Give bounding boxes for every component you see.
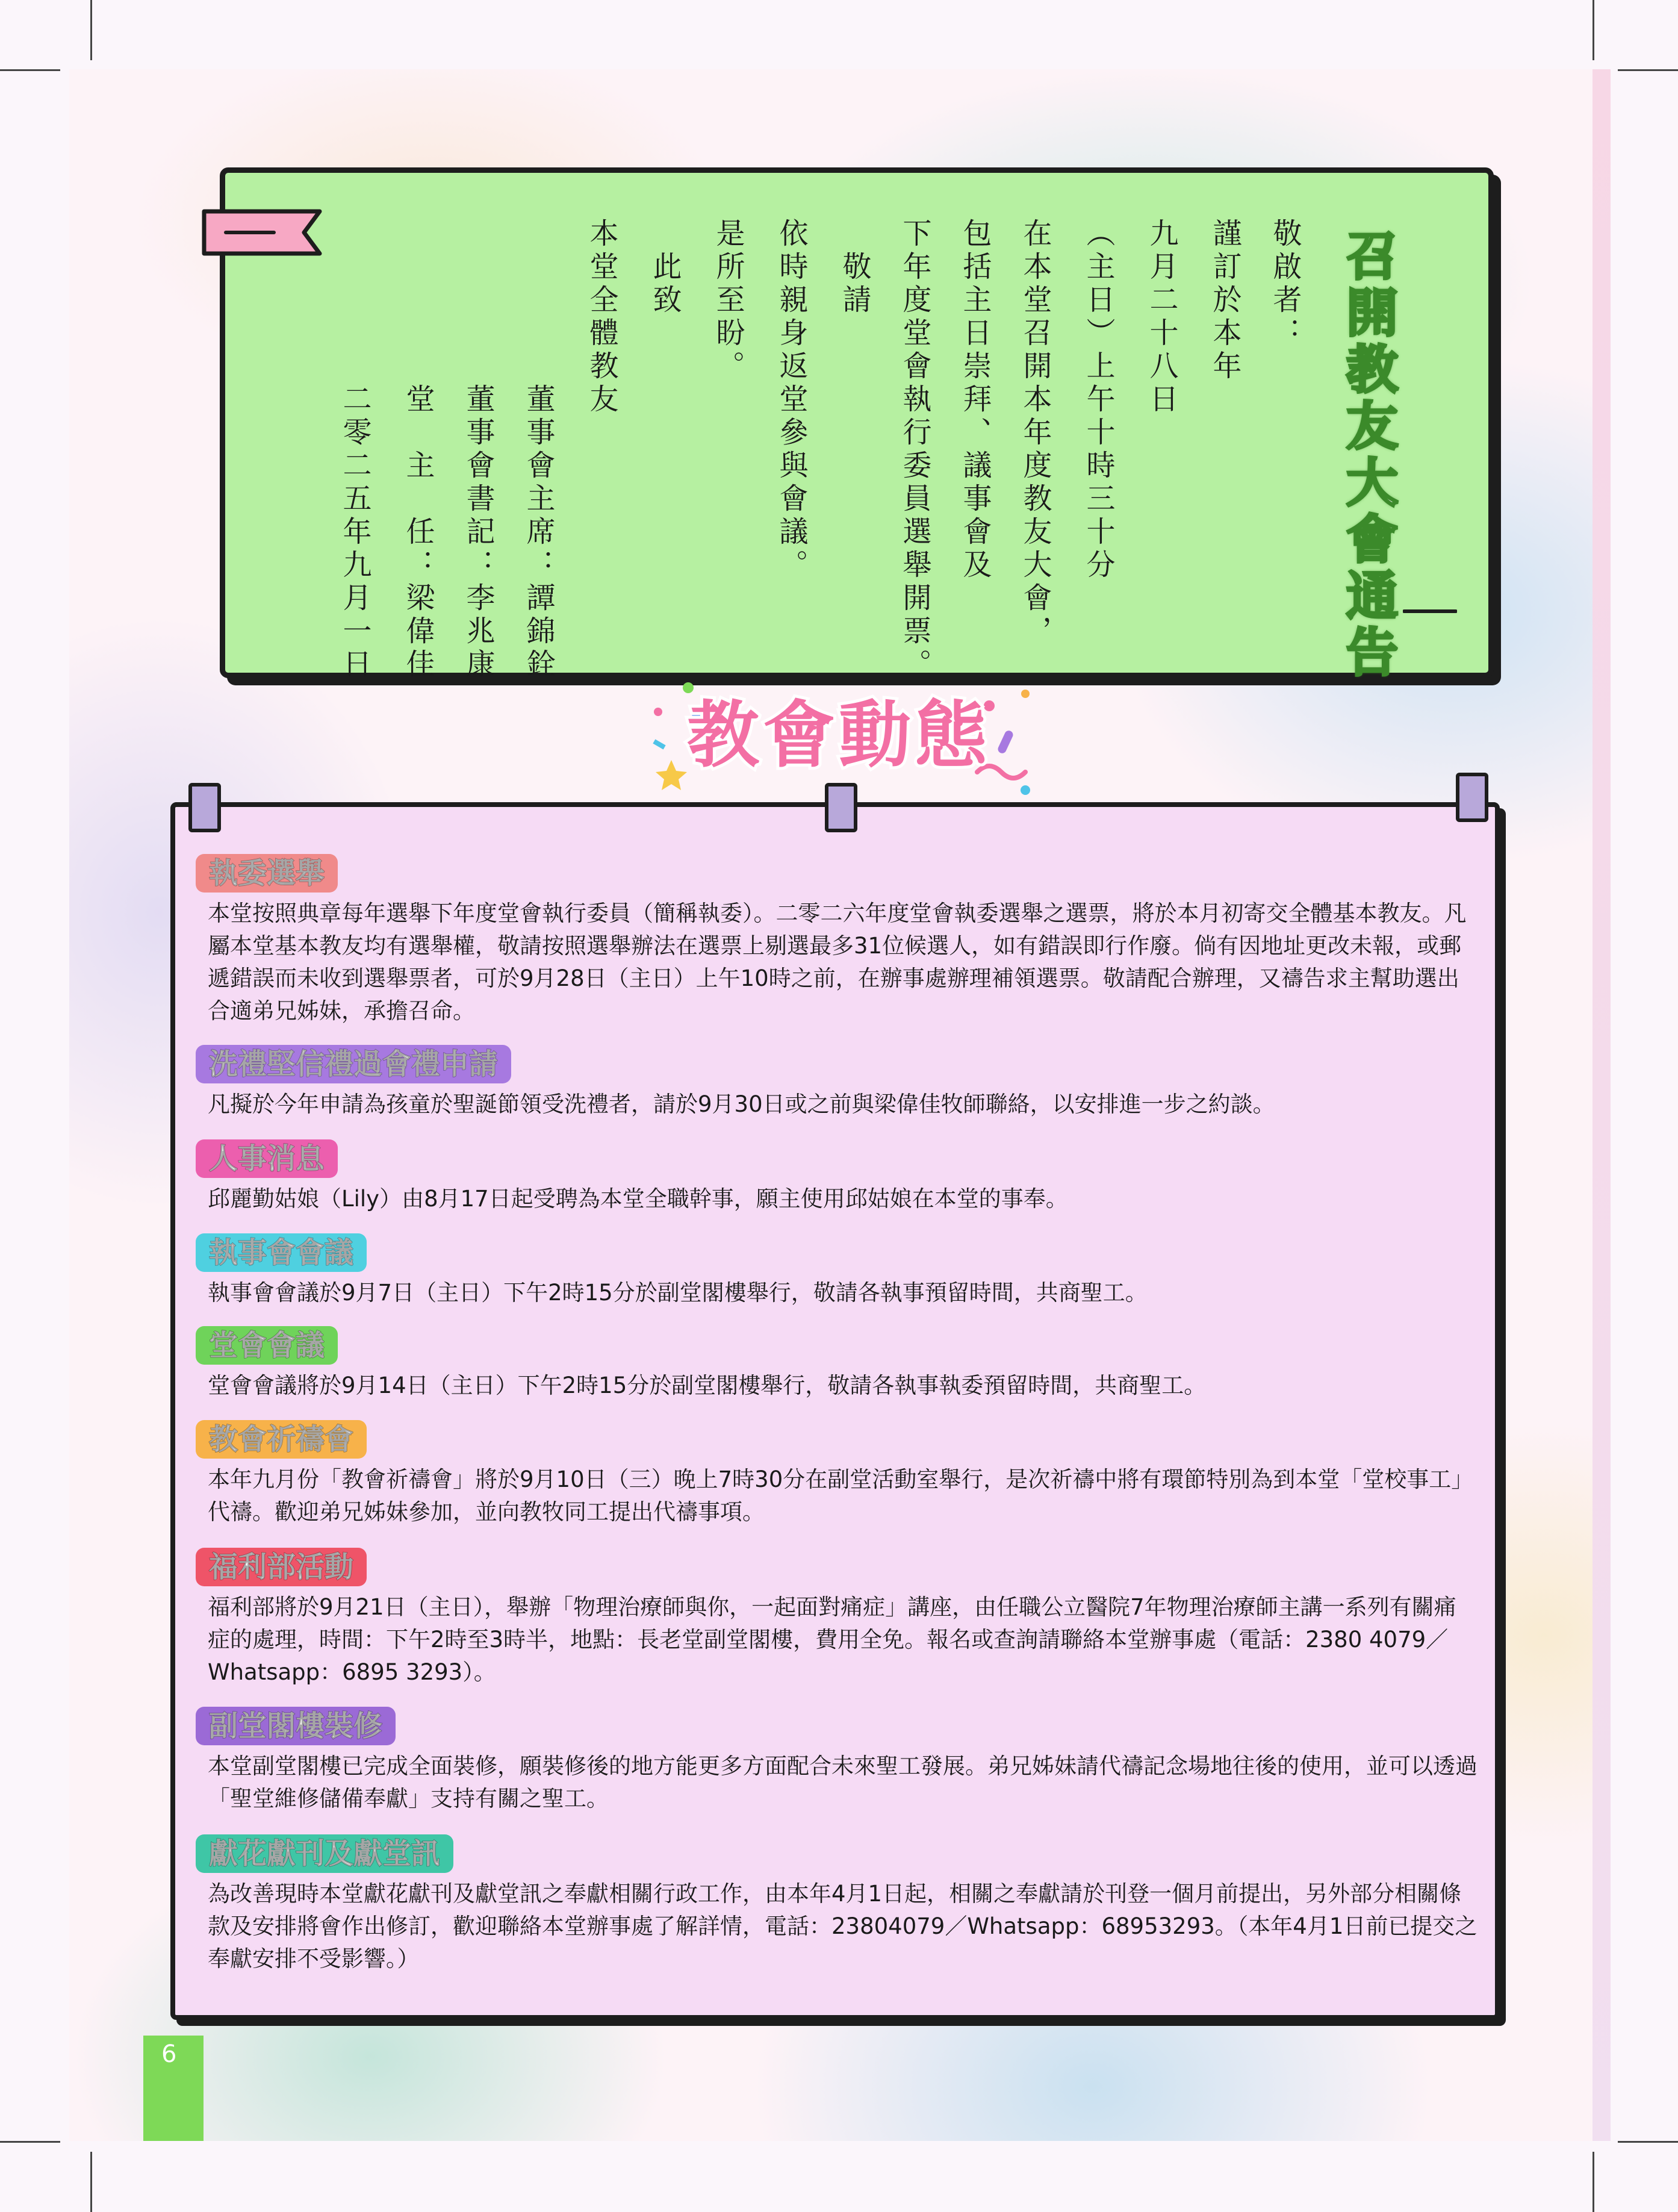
underline-decoration: [1403, 608, 1457, 614]
news-text: 本堂按照典章每年選舉下年度堂會執行委員（簡稱執委）。二零二六年度堂會執委選舉之選票，將於本月初寄交全體基本教友。凡屬本堂基本教友均有選舉權，敬請按照選舉辦法在選票上剔選最多31位候選人，如有錯誤即行作廢。倘有因地址更改未報，或郵遞錯誤而未收到選舉票者，可於9月28日（主日）上午10時之前，在辦事處辦理補領選票。敬請配合辦理，又禱告求主幫助選出合適弟兄姊妹，承擔召命。: [208, 900, 1467, 1024]
star-decoration: [656, 760, 687, 790]
notice-line: 敬啟者：: [1268, 218, 1302, 350]
news-tag: 教會祈禱會: [196, 1420, 367, 1459]
news-text: 邱麗勤姑娘（Lily）由8月17日起受聘為本堂全職幹事，願主使用邱姑娘在本堂的事奉。: [208, 1186, 1068, 1212]
confetti-decoration: [653, 740, 665, 750]
notice-line: 下年度堂會執行委員選舉開票。: [898, 218, 931, 682]
crop-mark: [1618, 69, 1678, 71]
news-tag: 福利部活動: [196, 1548, 367, 1586]
news-text: 凡擬於今年申請為孩童於聖誕節領受洗禮者，請於9月30日或之前與梁偉佳牧師聯絡，以安排進一步之約談。: [208, 1091, 1275, 1117]
crop-mark: [1593, 0, 1594, 60]
notice-line: 九月二十八日: [1145, 218, 1178, 417]
confetti-decoration: [996, 729, 1015, 755]
crop-mark: [1593, 2152, 1594, 2212]
page-edge-strip: [1593, 69, 1611, 2141]
notice-line: 此致: [648, 218, 682, 317]
crop-mark: [1618, 2141, 1678, 2143]
notice-title: 召開教友大會通告: [1337, 229, 1397, 682]
news-tag: 人事消息: [196, 1139, 338, 1178]
confetti-decoration: [654, 708, 662, 716]
notice-line: 包括主日崇拜、議事會及: [958, 218, 992, 582]
notice-line: 二零二五年九月一日: [338, 218, 371, 682]
notice-line: 董事會書記：李兆康: [461, 218, 495, 682]
page-number-tab: [143, 2036, 204, 2141]
page-number: 6: [161, 2040, 177, 2068]
news-tag: 堂會會議: [196, 1326, 338, 1365]
news-tag: 獻花獻刊及獻堂訊: [196, 1834, 453, 1873]
tape-decoration: [825, 783, 857, 832]
notice-line: 是所至盼。: [711, 218, 745, 384]
notice-line: 敬請: [837, 218, 871, 317]
news-tag: 執委選舉: [196, 854, 338, 893]
notice-line: （主日）上午十時三十分: [1081, 218, 1115, 582]
crop-mark: [90, 0, 92, 60]
news-text: 執事會會議於9月7日（主日）下午2時15分於副堂閣樓舉行，敬請各執事預留時間，共商聖工。: [208, 1280, 1148, 1306]
ribbon-flag-icon: [202, 208, 322, 257]
notice-line: 在本堂召開本年度教友大會，: [1018, 218, 1052, 649]
confetti-decoration: [1021, 785, 1030, 795]
notice-line: 本堂全體教友: [585, 218, 618, 417]
news-tag: 洗禮堅信禮過會禮申請: [196, 1045, 511, 1083]
news-text: 堂會會議將於9月14日（主日）下午2時15分於副堂閣樓舉行，敬請各執事執委預留時間，共商聖工。: [208, 1372, 1207, 1398]
notice-line: 依時親身返堂參與會議。: [774, 218, 808, 582]
news-text: 為改善現時本堂獻花獻刊及獻堂訊之奉獻相關行政工作，由本年4月1日起，相關之奉獻請於刊登一個月前提出，另外部分相關條款及安排將會作出修訂，歡迎聯絡本堂辦事處了解詳情，電話：23804079／Whatsapp：68953293。（本年4月1日前已提交之奉獻安排不受影響。）: [208, 1881, 1478, 1972]
tape-decoration: [1456, 773, 1488, 822]
news-text: 福利部將於9月21日（主日），舉辦「物理治療師與你，一起面對痛症」講座，由任職公立醫院7年物理治療師主講一系列有關痛症的處理，時間：下午2時至3時半，地點：長老堂副堂閣樓，費用全免。報名或查詢請聯絡本堂辦事處（電話：2380 4079／Whatsapp：6895 3293）。: [208, 1594, 1456, 1685]
news-text: 本堂副堂閣樓已完成全面裝修，願裝修後的地方能更多方面配合未來聖工發展。弟兄姊妹請代禱記念場地往後的使用，並可以透過「聖堂維修儲備奉獻」支持有關之聖工。: [208, 1753, 1478, 1812]
news-tag: 副堂閣樓裝修: [196, 1707, 396, 1745]
notice-line: 董事會主席：譚錦銓: [521, 218, 555, 682]
tape-decoration: [188, 783, 221, 832]
news-tag: 執事會會議: [196, 1233, 367, 1272]
notice-line: 謹訂於本年: [1208, 218, 1241, 384]
confetti-decoration: [1021, 690, 1030, 698]
confetti-decoration: [683, 682, 694, 693]
section-heading: [640, 676, 1037, 796]
crop-mark: [90, 2152, 92, 2212]
crop-mark: [0, 2141, 60, 2143]
crop-mark: [0, 69, 60, 71]
notice-line: 堂 主 任：梁偉佳: [401, 218, 435, 682]
section-title-text: 教會動態: [687, 694, 990, 777]
news-text: 本年九月份「教會祈禱會」將於9月10日（三）晚上7時30分在副堂活動室舉行，是次祈禱中將有環節特別為到本堂「堂校事工」代禱。歡迎弟兄姊妹參加，並向教牧同工提出代禱事項。: [208, 1466, 1474, 1525]
